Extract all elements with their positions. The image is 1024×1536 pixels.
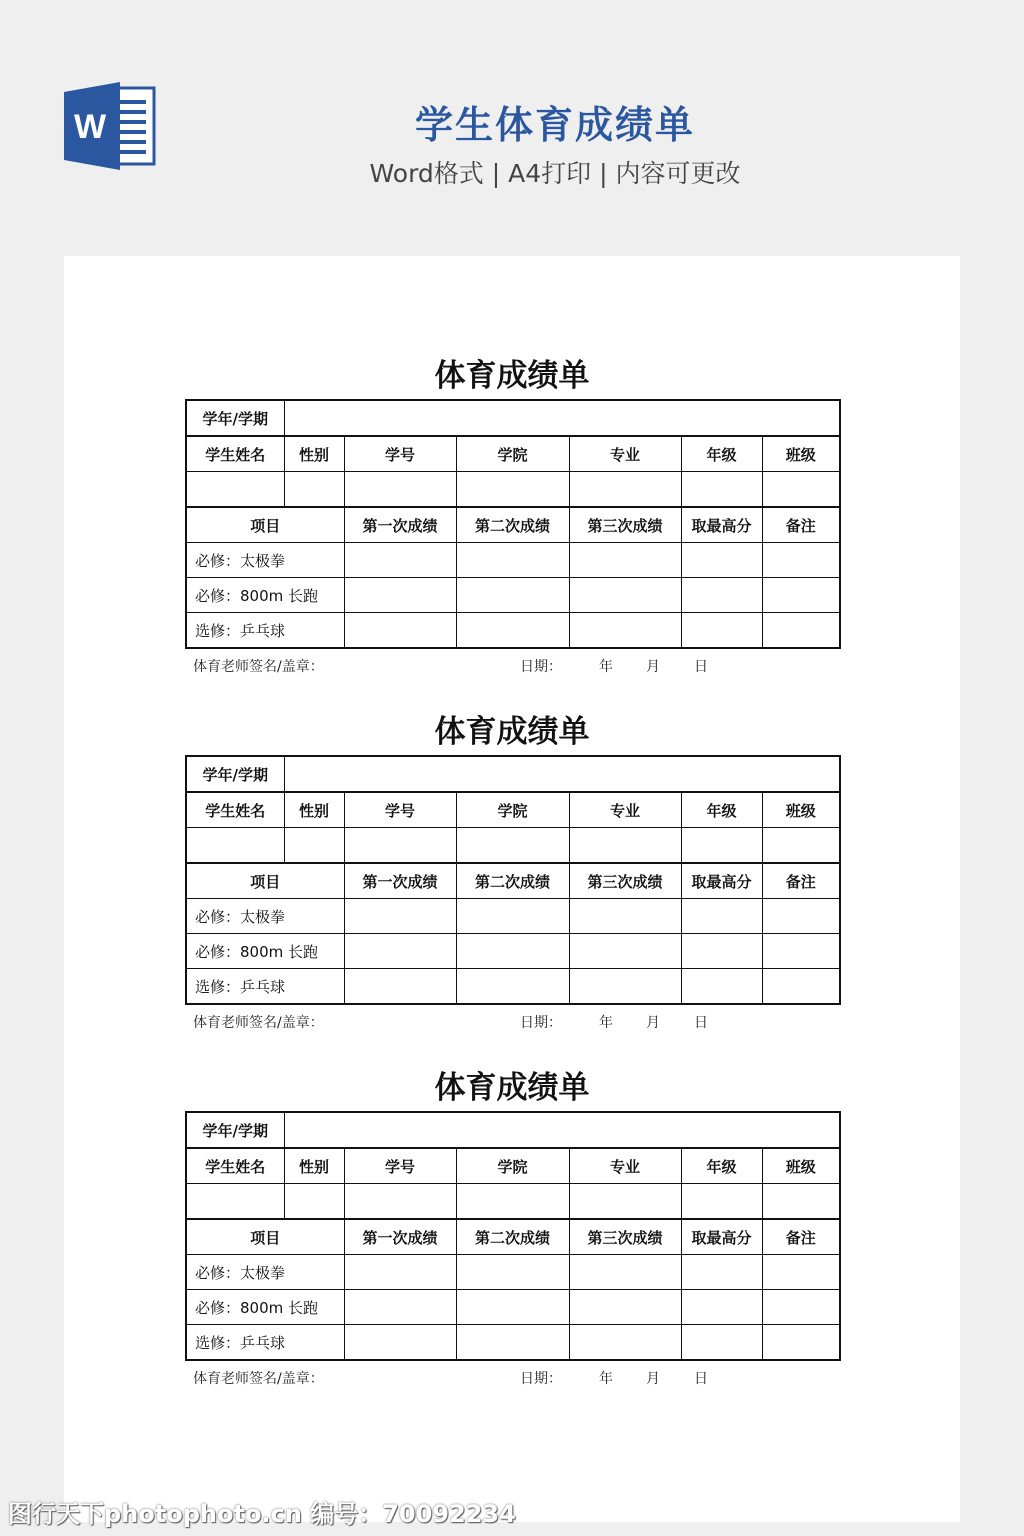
input-cell[interactable] — [569, 1184, 681, 1220]
input-cell[interactable] — [681, 1325, 762, 1361]
year-label: 年 — [599, 659, 613, 675]
col-header: 学号 — [344, 1148, 456, 1184]
col-header: 性别 — [284, 1148, 344, 1184]
svg-text:W: W — [73, 108, 107, 146]
term-cell[interactable] — [284, 400, 840, 436]
item-label: 必修：800m 长跑 — [186, 934, 344, 969]
input-cell[interactable] — [681, 543, 762, 578]
col-header: 学生姓名 — [186, 1148, 284, 1184]
header — [0, 0, 1024, 230]
year-label: 年 — [599, 1371, 613, 1387]
date-label: 日期： — [520, 1015, 562, 1031]
input-cell[interactable] — [569, 899, 681, 934]
item-label: 选修：乒乓球 — [186, 1325, 344, 1361]
item-label: 必修：太极拳 — [186, 1255, 344, 1290]
col-header: 第二次成绩 — [456, 1219, 569, 1255]
input-cell[interactable] — [344, 969, 456, 1005]
input-cell[interactable] — [569, 1255, 681, 1290]
document-page — [64, 256, 960, 1522]
input-cell[interactable] — [344, 578, 456, 613]
month-label: 月 — [646, 1371, 660, 1387]
sheet-footer — [185, 1368, 839, 1390]
signature-label: 体育老师签名/盖章： — [193, 659, 324, 675]
year-label: 年 — [599, 1015, 613, 1031]
input-cell[interactable] — [344, 1290, 456, 1325]
input-cell[interactable] — [681, 472, 762, 508]
item-label: 选修：乒乓球 — [186, 969, 344, 1005]
input-cell[interactable] — [762, 899, 840, 934]
item-label: 必修：太极拳 — [186, 543, 344, 578]
input-cell[interactable] — [284, 472, 344, 508]
input-cell[interactable] — [569, 1325, 681, 1361]
input-cell[interactable] — [681, 828, 762, 864]
col-header: 第二次成绩 — [456, 863, 569, 899]
input-cell[interactable] — [681, 578, 762, 613]
input-cell[interactable] — [681, 969, 762, 1005]
input-cell[interactable] — [762, 1255, 840, 1290]
term-cell[interactable] — [284, 756, 840, 792]
col-header: 班级 — [762, 792, 840, 828]
col-header: 学号 — [344, 436, 456, 472]
item-label: 选修：乒乓球 — [186, 613, 344, 649]
col-header: 第三次成绩 — [569, 507, 681, 543]
input-cell[interactable] — [344, 1184, 456, 1220]
col-header: 学院 — [456, 1148, 569, 1184]
signature-label: 体育老师签名/盖章： — [193, 1371, 324, 1387]
col-header: 项目 — [186, 507, 344, 543]
input-cell[interactable] — [762, 1325, 840, 1361]
input-cell[interactable] — [344, 1255, 456, 1290]
input-cell[interactable] — [569, 969, 681, 1005]
input-cell[interactable] — [569, 578, 681, 613]
grade-table — [185, 399, 841, 649]
input-cell[interactable] — [344, 543, 456, 578]
date-label: 日期： — [520, 659, 562, 675]
input-cell[interactable] — [344, 899, 456, 934]
input-cell[interactable] — [456, 1290, 569, 1325]
input-cell[interactable] — [344, 613, 456, 649]
page-title: 学生体育成绩单 — [414, 103, 695, 147]
input-cell[interactable] — [569, 934, 681, 969]
col-header: 第二次成绩 — [456, 507, 569, 543]
col-header: 性别 — [284, 436, 344, 472]
input-cell[interactable] — [186, 1184, 284, 1220]
col-header: 学院 — [456, 792, 569, 828]
item-label: 必修：800m 长跑 — [186, 578, 344, 613]
input-cell[interactable] — [762, 1290, 840, 1325]
input-cell[interactable] — [284, 828, 344, 864]
watermark: 图行天下photophoto.cn 编号：70092234 — [8, 1500, 516, 1528]
col-header: 班级 — [762, 436, 840, 472]
term-label: 学年/学期 — [186, 1112, 284, 1148]
input-cell[interactable] — [344, 934, 456, 969]
input-cell[interactable] — [762, 828, 840, 864]
input-cell[interactable] — [681, 1184, 762, 1220]
col-header: 取最高分 — [681, 863, 762, 899]
day-label: 日 — [694, 659, 708, 675]
input-cell[interactable] — [681, 613, 762, 649]
col-header: 学生姓名 — [186, 436, 284, 472]
col-header: 专业 — [569, 792, 681, 828]
input-cell[interactable] — [569, 472, 681, 508]
input-cell[interactable] — [762, 613, 840, 649]
sheet-footer — [185, 656, 839, 678]
input-cell[interactable] — [344, 828, 456, 864]
input-cell[interactable] — [456, 1255, 569, 1290]
item-label: 必修：太极拳 — [186, 899, 344, 934]
input-cell[interactable] — [681, 1290, 762, 1325]
col-header: 性别 — [284, 792, 344, 828]
input-cell[interactable] — [681, 934, 762, 969]
col-header: 项目 — [186, 1219, 344, 1255]
input-cell[interactable] — [762, 1184, 840, 1220]
input-cell[interactable] — [456, 578, 569, 613]
word-doc-icon — [64, 82, 156, 170]
col-header: 备注 — [762, 1219, 840, 1255]
input-cell[interactable] — [344, 1325, 456, 1361]
col-header: 取最高分 — [681, 507, 762, 543]
col-header: 学院 — [456, 436, 569, 472]
input-cell[interactable] — [456, 1184, 569, 1220]
input-cell[interactable] — [456, 828, 569, 864]
term-cell[interactable] — [284, 1112, 840, 1148]
term-label: 学年/学期 — [186, 400, 284, 436]
input-cell[interactable] — [569, 1290, 681, 1325]
input-cell[interactable] — [681, 1255, 762, 1290]
input-cell[interactable] — [456, 934, 569, 969]
sheet-title: 体育成绩单 — [434, 1070, 590, 1106]
page-subtitle: Word格式 | A4打印 | 内容可更改 — [369, 159, 741, 188]
input-cell[interactable] — [284, 1184, 344, 1220]
col-header: 年级 — [681, 792, 762, 828]
input-cell[interactable] — [456, 613, 569, 649]
col-header: 专业 — [569, 436, 681, 472]
input-cell[interactable] — [456, 1325, 569, 1361]
item-label: 必修：800m 长跑 — [186, 1290, 344, 1325]
col-header: 第一次成绩 — [344, 863, 456, 899]
sheet-title: 体育成绩单 — [434, 358, 590, 394]
sheet-footer — [185, 1012, 839, 1034]
col-header: 年级 — [681, 1148, 762, 1184]
input-cell[interactable] — [762, 969, 840, 1005]
col-header: 备注 — [762, 863, 840, 899]
input-cell[interactable] — [186, 472, 284, 508]
input-cell[interactable] — [762, 934, 840, 969]
month-label: 月 — [646, 659, 660, 675]
grade-table — [185, 1111, 841, 1361]
month-label: 月 — [646, 1015, 660, 1031]
col-header: 班级 — [762, 1148, 840, 1184]
input-cell[interactable] — [762, 472, 840, 508]
col-header: 项目 — [186, 863, 344, 899]
input-cell[interactable] — [456, 969, 569, 1005]
input-cell[interactable] — [456, 899, 569, 934]
col-header: 取最高分 — [681, 1219, 762, 1255]
grade-table — [185, 755, 841, 1005]
col-header: 学号 — [344, 792, 456, 828]
col-header: 学生姓名 — [186, 792, 284, 828]
input-cell[interactable] — [456, 472, 569, 508]
input-cell[interactable] — [456, 543, 569, 578]
col-header: 第三次成绩 — [569, 1219, 681, 1255]
input-cell[interactable] — [186, 828, 284, 864]
term-label: 学年/学期 — [186, 756, 284, 792]
sheet-title: 体育成绩单 — [434, 714, 590, 750]
col-header: 年级 — [681, 436, 762, 472]
day-label: 日 — [694, 1371, 708, 1387]
col-header: 专业 — [569, 1148, 681, 1184]
signature-label: 体育老师签名/盖章： — [193, 1015, 324, 1031]
col-header: 第三次成绩 — [569, 863, 681, 899]
input-cell[interactable] — [569, 543, 681, 578]
date-label: 日期： — [520, 1371, 562, 1387]
input-cell[interactable] — [762, 543, 840, 578]
col-header: 备注 — [762, 507, 840, 543]
input-cell[interactable] — [681, 899, 762, 934]
col-header: 第一次成绩 — [344, 1219, 456, 1255]
input-cell[interactable] — [569, 828, 681, 864]
input-cell[interactable] — [762, 578, 840, 613]
input-cell[interactable] — [569, 613, 681, 649]
input-cell[interactable] — [344, 472, 456, 508]
col-header: 第一次成绩 — [344, 507, 456, 543]
day-label: 日 — [694, 1015, 708, 1031]
